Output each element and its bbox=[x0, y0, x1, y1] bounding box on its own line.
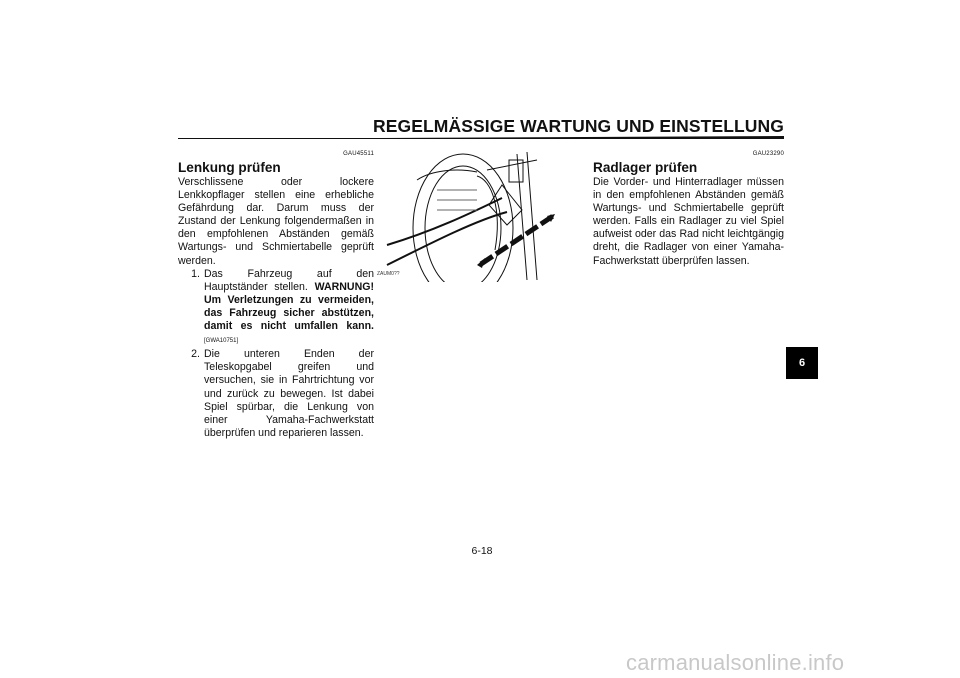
list-number: 2. bbox=[191, 348, 200, 361]
section-heading: Lenkung prüfen bbox=[178, 160, 281, 175]
wheel-bearing-section bbox=[593, 150, 784, 268]
section-code: GAU45511 bbox=[343, 151, 374, 157]
page-number: 6-18 bbox=[471, 545, 493, 557]
figure-label: ZAUM0?? bbox=[377, 271, 400, 277]
watermark: carmanualsonline.info bbox=[626, 650, 845, 675]
section-heading: Radlager prüfen bbox=[593, 160, 698, 175]
section-code: GAU23290 bbox=[752, 151, 784, 157]
chapter-tab: 6 bbox=[786, 347, 818, 379]
step-text: Das Fahrzeug auf den Hauptständer stellen. bbox=[204, 267, 374, 293]
list-item bbox=[178, 348, 374, 440]
fork-check-illustration bbox=[377, 150, 577, 282]
steering-check-section bbox=[178, 150, 374, 440]
page-header-title: REGELMÄSSIGE WARTUNG UND EINSTELLUNG bbox=[373, 116, 784, 136]
list-number: 1. bbox=[191, 267, 200, 280]
step-text: Die unteren Enden der Teleskopgabel greifen und versuchen, sie in Fahrtrichtung vor und zurück zu bewegen. Ist dabei Spiel spürbar, die Lenkung von einer Yamaha-Fachwerkstatt überprüfen und reparieren lassen. bbox=[204, 348, 374, 439]
header-rule-line bbox=[178, 138, 784, 139]
warning-code: [GWA10751] bbox=[204, 338, 239, 345]
intro-paragraph: Verschlissene oder lockere Lenkkopflager stellen eine erhebliche Gefährdung dar. Darum muss der Zustand der Lenkung folgendermaßen in den empfohlenen Abständen gemäß Wartungs- und Schmiertabelle geprüft werden. bbox=[178, 176, 374, 267]
list-text bbox=[204, 268, 374, 349]
list-item bbox=[178, 268, 374, 349]
warning-text: WARNUNG! Um Verletzungen zu vermeiden, das Fahrzeug sicher abstützen, damit es nicht umfallen kann. bbox=[204, 280, 374, 333]
wheel-illustration bbox=[377, 150, 577, 282]
section-paragraph: Die Vorder- und Hinterradlager müssen in den empfohlenen Abständen gemäß Wartungs- und Schmiertabelle geprüft werden. Falls ein Radlager zu viel Spiel aufweist oder das Rad nicht leichtgängig dreht, die Radlager von einer Yamaha-Fachwerkstatt überprüfen lassen. bbox=[593, 176, 784, 267]
